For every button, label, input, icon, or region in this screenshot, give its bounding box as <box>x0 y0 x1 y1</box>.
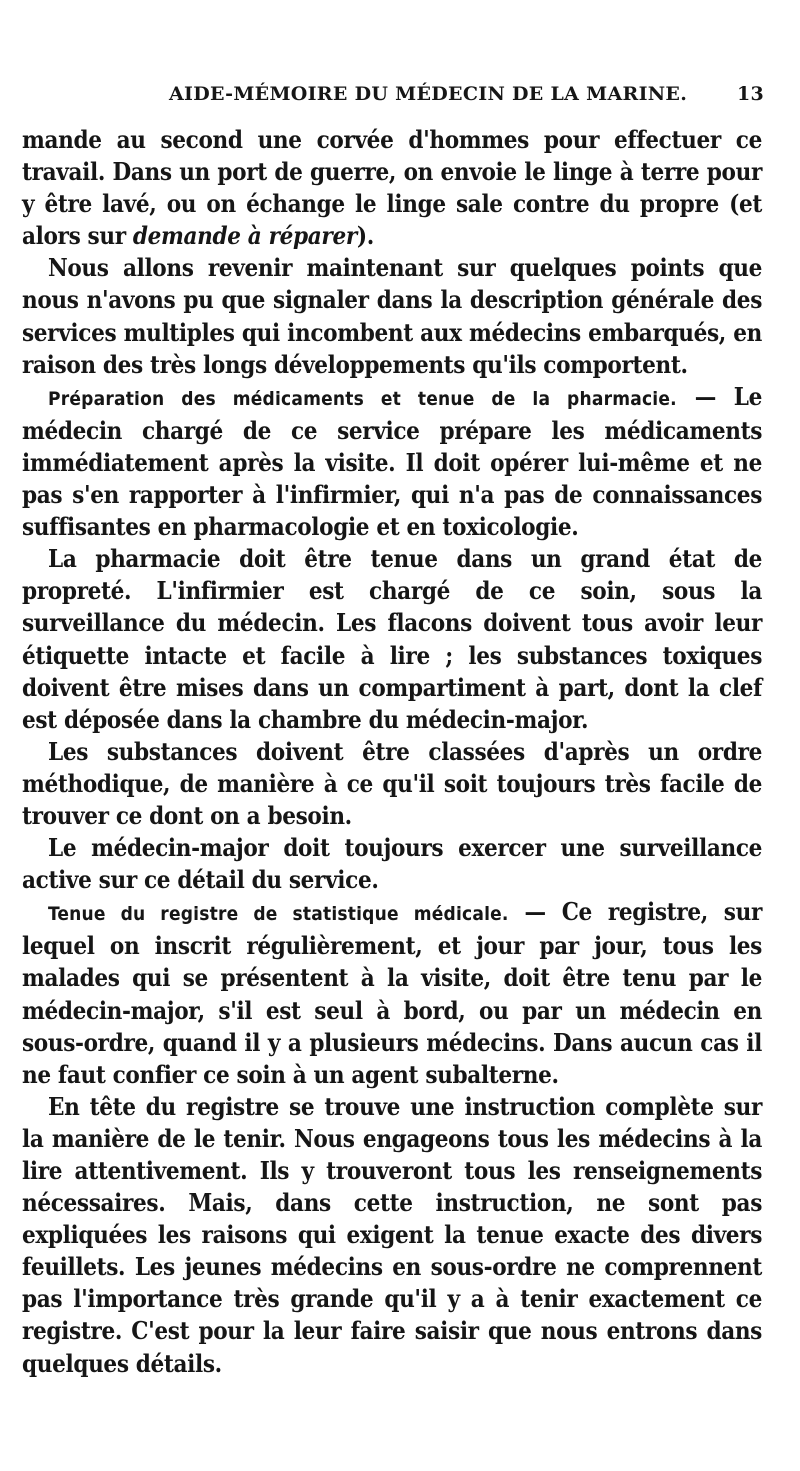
body-text <box>22 124 762 1380</box>
running-head <box>22 83 770 113</box>
page-number: 13 <box>736 83 764 105</box>
paragraph: Le médecin-major doit toujours exercer une surveillance active sur ce détail du service. <box>22 833 762 895</box>
paragraph-continued <box>22 124 762 252</box>
paragraph-register <box>22 896 762 1091</box>
section-heading-pharmacy: Préparation des médicaments et tenue de la pharmacie. <box>48 387 677 410</box>
paragraph: Nous allons revenir maintenant sur quelques points que nous n'avons pu que signaler dans la description générale des services multiples qui incombent aux médecins embarqués, en raison des très longs développements qu'ils comportent. <box>22 253 762 379</box>
paragraph-pharmacy <box>22 381 762 543</box>
paragraph: En tête du registre se trouve une instruction complète sur la manière de le tenir. Nous engageons tous les médecins à la lire attentivement. Ils y trouveront tous les renseignements nécessaires. Mais, dans cette instruction, ne sont pas expliquées les raisons qui exigent la tenue exacte des divers feuillets. Les jeunes médecins en sous-ordre ne comprennent pas l'importance très grande qu'il y a à tenir exactement ce registre. C'est pour la leur faire saisir que nous entrons dans quelques détails. <box>22 1091 762 1378</box>
running-title: AIDE-MÉMOIRE DU MÉDECIN DE LA MARINE. <box>169 83 688 105</box>
section-heading-register: Tenue du registre de statistique médicale. <box>48 903 509 926</box>
paragraph-text: — Ce registre, sur lequel on inscrit régulièrement, et jour par jour, tous les malades qui se présentent à la visite, doit être tenu par le médecin-major, s'il est seul à bord, ou par un médecin en sous-ordre, quand il y a plusieurs médecins. Dans aucun cas il ne faut confier ce soin à un agent subalterne. <box>22 897 762 1089</box>
paragraph: Les substances doivent être classées d'après un ordre méthodique, de manière à ce qu'il soit toujours très facile de trouver ce dont on a besoin. <box>22 736 762 830</box>
paragraph: La pharmacie doit être tenue dans un grand état de propreté. L'infirmier est chargé de ce soin, sous la surveillance du médecin. Les flacons doivent tous avoir leur étiquette intacte et facile à lire ; les substances toxiques doivent être mises dans un compartiment à part, dont la clef est déposée dans la chambre du médecin-major. <box>22 544 762 734</box>
paragraph-text: mande au second une corvée d'hommes pour effectuer ce travail. Dans un port de guerre, on envoie le linge à terre pour y être lavé, ou on échange le linge sale contre du propre (et alors sur <box>22 125 762 251</box>
italic-phrase: demande à réparer <box>132 221 357 251</box>
paragraph-text-end: ). <box>356 221 374 251</box>
paragraph-text: — Le médecin chargé de ce service prépare les médicaments immédiatement après la visite. Il doit opérer lui-même et ne pas s'en rapporter à l'infirmier, qui n'a pas de connaissances suffisantes en pharmacologie et en toxicologie. <box>22 381 763 542</box>
